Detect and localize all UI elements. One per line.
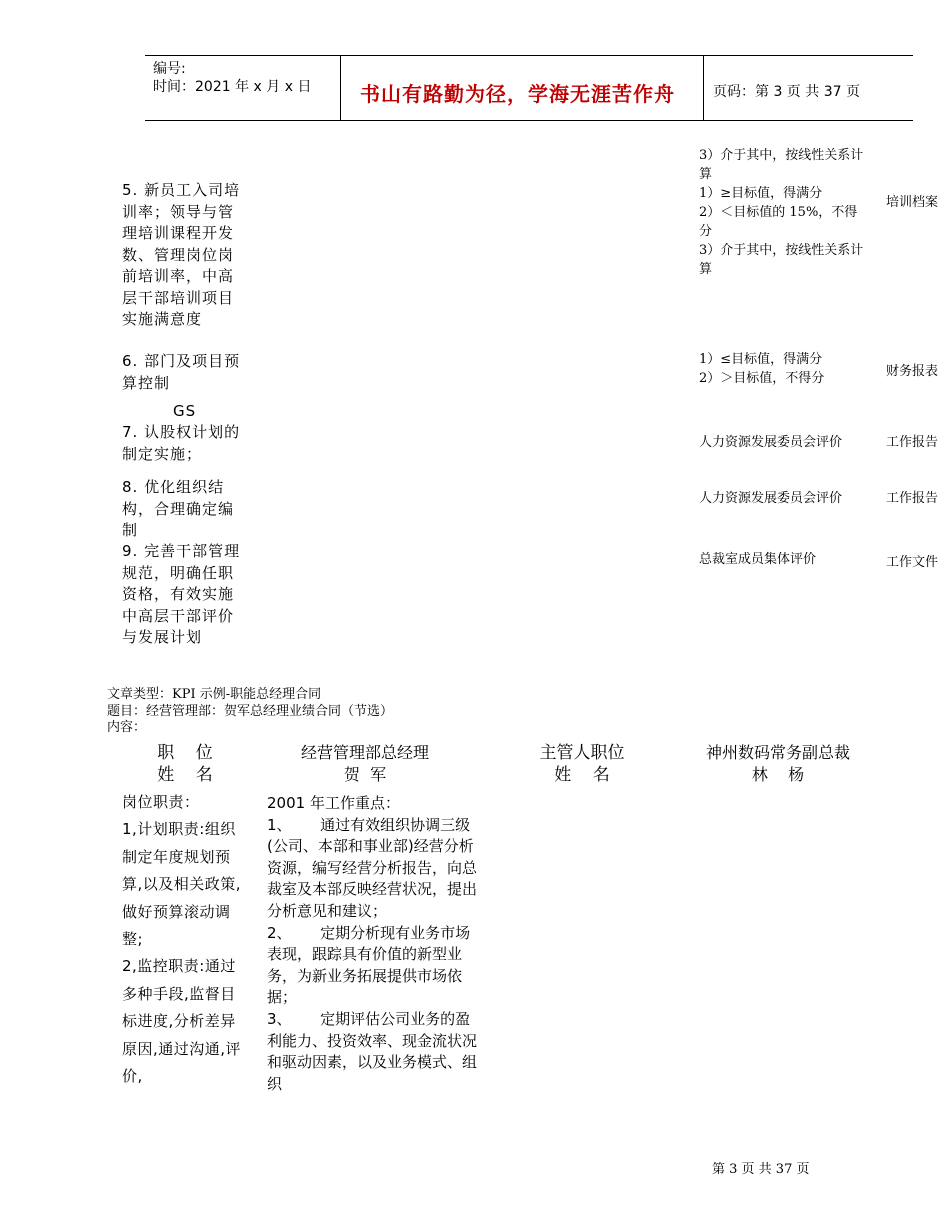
- article-title: 题目：经营管理部：贺军总经理业绩合同（节选）: [107, 704, 394, 719]
- work-focus: [267, 793, 477, 1095]
- kpi-row-8-criteria: 人力资源发展委员会评价: [699, 491, 843, 506]
- position-label: [130, 742, 240, 786]
- footer-page: 第 3 页 共 37 页: [712, 1162, 810, 1177]
- kpi-row-9-item: 9. 完善干部管理规范，明确任职资格，有效实施中高层干部评价与发展计划: [122, 542, 241, 646]
- header-bottom-line: [145, 120, 913, 121]
- name-value: 贺 军: [343, 765, 387, 784]
- supervisor-value: [688, 742, 868, 786]
- header-motto: 书山有路勤为径，学海无涯苦作舟: [360, 82, 675, 106]
- sup-name-value: 林 杨: [751, 765, 805, 784]
- header-code-label: 编号:: [153, 61, 186, 77]
- pos-value: 经营管理部总经理: [300, 743, 429, 762]
- pos-label: 职 位: [157, 743, 213, 763]
- header-top-line: [145, 55, 913, 56]
- header-time-label: 时间：2021 年 x 月 x 日: [153, 79, 312, 95]
- kpi-row-6-criteria: 1）≤目标值，得满分 2）＞目标值，不得分: [699, 352, 825, 386]
- work-focus-text: 1、 通过有效组织协调三级(公司、本部和事业部)经营分析资源，编写经营分析报告，向总裁室及本部反映经营状况，提出分析意见和建议； 2、 定期分析现有业务市场表现，跟踪具有价值的新型业务，为新业务拓展提供市场依据； 3、 定期评估公司业务的盈利能力、投资效率、现金流状况和驱动因素，以及业务模式、组织: [267, 815, 478, 1093]
- kpi-row-9-source: 工作文件: [886, 555, 939, 570]
- responsibilities: [122, 789, 248, 1090]
- position-value: [270, 742, 460, 786]
- kpi-row-7-criteria: 人力资源发展委员会评价: [699, 435, 843, 450]
- header-page-label: 页码：第 3 页 共 37 页: [713, 84, 860, 100]
- kpi-row-7-item: 7. 认股权计划的制定实施；: [122, 423, 241, 463]
- kpi-row-5-item: 5. 新员工入司培训率；领导与管理培训课程开发数、管理岗位岗前培训率，中高层干部培训项目实施满意度: [122, 181, 241, 328]
- article-content-label: 内容：: [107, 720, 147, 735]
- responsibilities-heading: 岗位职责：: [122, 793, 200, 811]
- kpi-row-7-source: 工作报告: [886, 435, 939, 450]
- article-type: 文章类型：KPI 示例-职能总经理合同: [107, 687, 322, 702]
- kpi-row-6-item: 6. 部门及项目预算控制: [122, 352, 241, 392]
- kpi-row-5-source: 培训档案: [886, 195, 939, 210]
- work-focus-heading: 2001 年工作重点：: [267, 794, 400, 812]
- header-divider-1: [340, 55, 341, 121]
- responsibilities-text: 1,计划职责:组织制定年度规划预算,以及相关政策,做好预算滚动调整; 2,监控职责:通过多种手段,监督目标进度,分析差异原因,通过沟通,评价,: [122, 820, 242, 1086]
- name-label: 姓 名: [157, 765, 213, 785]
- kpi-row-6-source: 财务报表: [886, 364, 939, 379]
- kpi-row-8-item: 8. 优化组织结构，合理确定编制: [122, 478, 235, 539]
- kpi-row-8-source: 工作报告: [886, 491, 939, 506]
- kpi-row-9-criteria: 总裁室成员集体评价: [699, 552, 817, 567]
- supervisor-label: [520, 742, 644, 786]
- sup-name-label: 姓 名: [554, 765, 610, 785]
- sup-pos-label: 主管人职位: [539, 743, 625, 763]
- header-divider-2: [703, 55, 704, 121]
- kpi-gs-label: GS: [173, 402, 197, 420]
- sup-pos-value: 神州数码常务副总裁: [705, 743, 850, 762]
- kpi-row-5-criteria: 3）介于其中，按线性关系计算 1）≥目标值，得满分 2）＜目标值的 15%，不得分 3）介于其中，按线性关系计算: [699, 148, 864, 277]
